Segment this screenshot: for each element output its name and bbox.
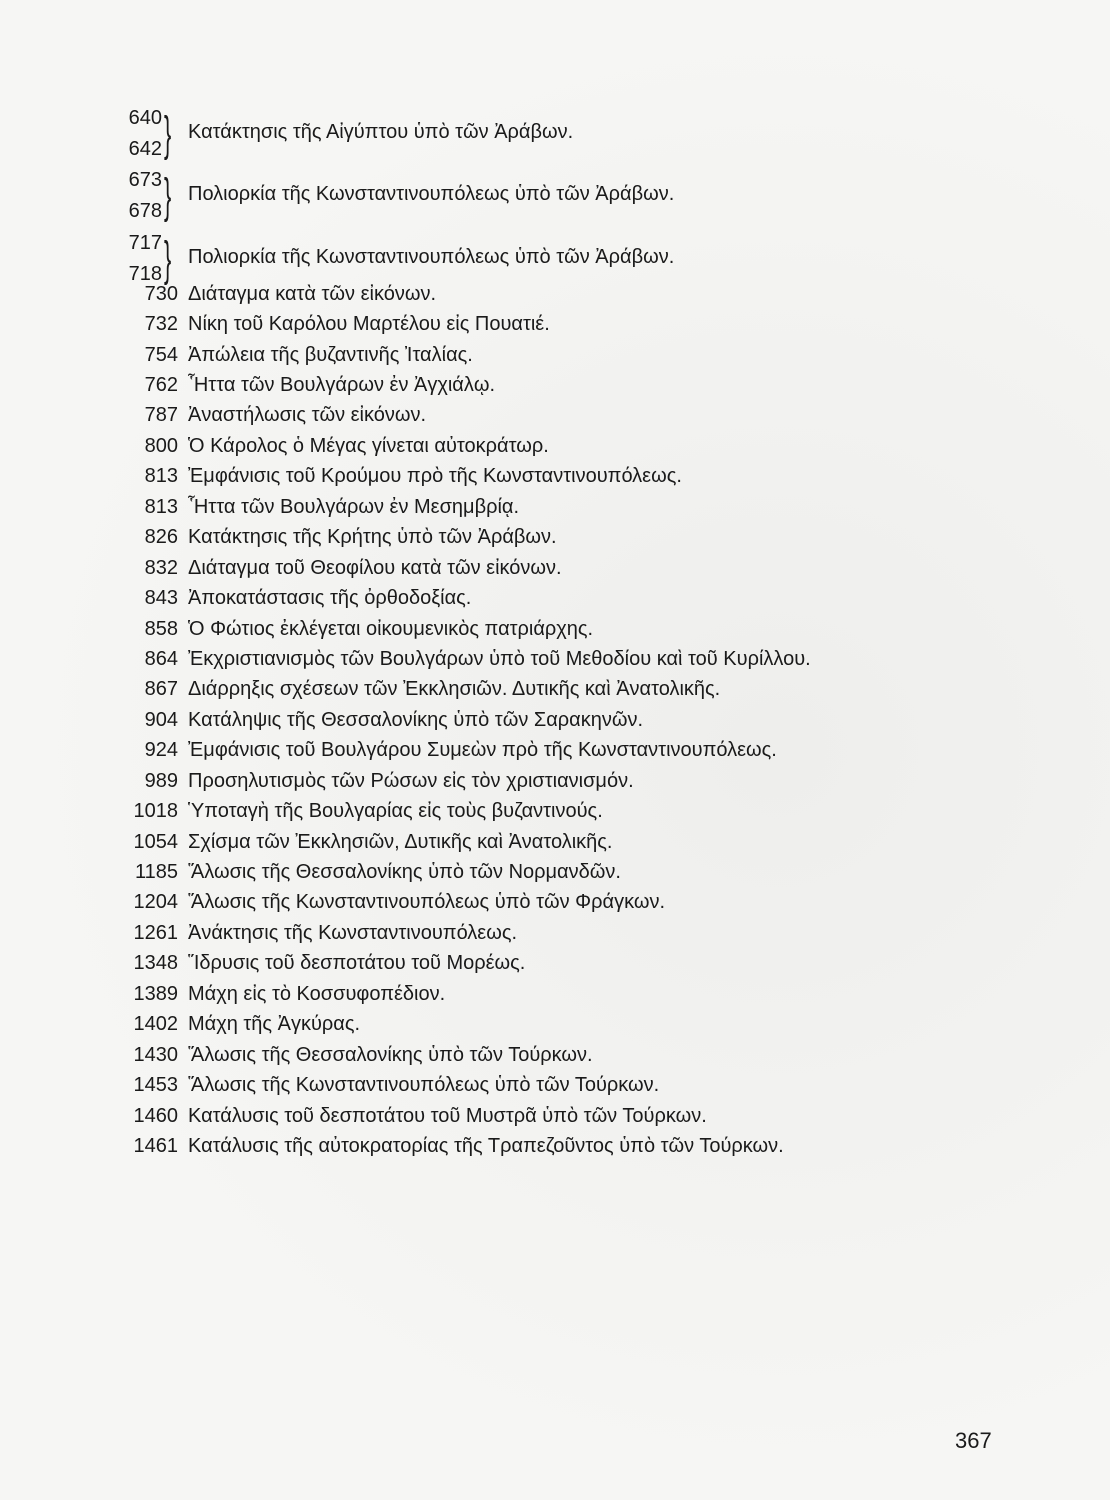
chronology-entry (112, 949, 1032, 979)
chronology-entry (112, 401, 1032, 431)
year: 1430 (133, 1043, 178, 1066)
year: 730 (144, 282, 178, 305)
chronology-entry (112, 644, 1032, 674)
year: 1402 (133, 1013, 178, 1036)
year: 1389 (133, 982, 178, 1005)
year: 1204 (133, 891, 178, 914)
event-text: Ἀνάκτησις τῆς Κωνσταντινουπόλεως. (188, 921, 518, 944)
chronology-entry (112, 979, 1032, 1009)
event-text: Ἧττα τῶν Βουλγάρων ἐν Ἀγχιάλῳ. (188, 374, 496, 397)
year: 754 (144, 343, 178, 366)
event-text: Διάταγμα τοῦ Θεοφίλου κατὰ τῶν εἰκόνων. (188, 556, 562, 579)
event-text: Ἅλωσις τῆς Κωνσταντινουπόλεως ὑπὸ τῶν Φράγκων. (188, 891, 666, 914)
event-text: Ἅλωσις τῆς Θεσσαλονίκης ὑπὸ τῶν Τούρκων. (188, 1043, 593, 1066)
event-text: Πολιορκία τῆς Κωνσταντινουπόλεως ὑπὸ τῶν Ἀράβων. (188, 246, 675, 268)
chronology-entry (112, 736, 1032, 766)
chronology-entry (112, 553, 1032, 583)
chronology-entry (112, 279, 1032, 309)
event-text: Ἵδρυσις τοῦ δεσποτάτου τοῦ Μορέως. (188, 952, 526, 975)
year: 843 (144, 587, 178, 610)
chronology-entry (112, 340, 1032, 370)
event-text: Ἐμφάνισις τοῦ Κρούμου πρὸ τῆς Κωνσταντινουπόλεως. (188, 465, 682, 488)
year: 800 (144, 434, 178, 457)
year: 787 (144, 404, 178, 427)
year: 1261 (133, 921, 178, 944)
chronology-entry (112, 523, 1032, 553)
event-text: Σχίσμα τῶν Ἐκκλησιῶν, Δυτικῆς καὶ Ἀνατολικῆς. (188, 830, 613, 853)
chronology-entry (112, 857, 1032, 887)
event-text: Κατάκτησις τῆς Αἰγύπτου ὑπὸ τῶν Ἀράβων. (188, 121, 574, 143)
year: 1054 (133, 830, 178, 853)
chronology-entry (112, 614, 1032, 644)
year: 924 (144, 739, 178, 762)
year: 826 (144, 526, 178, 549)
chronology-entry (112, 1010, 1032, 1040)
chronology-entry (112, 766, 1032, 796)
chronology-entry (112, 796, 1032, 826)
page-number: 367 (955, 1428, 992, 1453)
chronology-entry (112, 1040, 1032, 1070)
year: 1460 (133, 1104, 178, 1127)
year-range (112, 165, 162, 227)
event-text: Διάρρηξις σχέσεων τῶν Ἐκκλησιῶν. Δυτικῆς καὶ Ἀνατολικῆς. (188, 678, 721, 701)
year: 858 (144, 617, 178, 640)
chronology-list (112, 279, 1032, 1162)
event-text: Νίκη τοῦ Καρόλου Μαρτέλου εἰς Πουατιέ. (188, 313, 550, 336)
year: 989 (144, 769, 178, 792)
curly-brace-icon: } (164, 233, 172, 286)
year: 1018 (133, 800, 178, 823)
event-text: Πολιορκία τῆς Κωνσταντινουπόλεως ὑπὸ τῶν Ἀράβων. (188, 183, 675, 205)
start-year: 673 (128, 169, 162, 191)
year: 904 (144, 708, 178, 731)
curly-brace-icon: } (164, 108, 172, 161)
start-year: 717 (128, 232, 162, 254)
chronology-entry (112, 431, 1032, 461)
curly-brace-icon: } (164, 170, 172, 223)
event-text: Ἅλωσις τῆς Κωνσταντινουπόλεως ὑπὸ τῶν Τούρκων. (188, 1074, 660, 1097)
bracketed-entry (112, 103, 1012, 167)
year-range (112, 103, 162, 165)
year: 1348 (133, 952, 178, 975)
year: 1453 (133, 1074, 178, 1097)
event-text: Μάχη τῆς Ἀγκύρας. (188, 1013, 361, 1036)
bracketed-entry (112, 165, 1012, 229)
chronology-entry (112, 675, 1032, 705)
year: 732 (144, 313, 178, 336)
event-text: Ἐκχριστιανισμὸς τῶν Βουλγάρων ὑπὸ τοῦ Μεθοδίου καὶ τοῦ Κυρίλλου. (188, 647, 811, 670)
event-text: Κατάληψις τῆς Θεσσαλονίκης ὑπὸ τῶν Σαρακηνῶν. (188, 708, 644, 731)
year: 1185 (134, 861, 178, 884)
chronology-entry (112, 888, 1032, 918)
chronology-entry (112, 309, 1032, 339)
event-text: Ἅλωσις τῆς Θεσσαλονίκης ὑπὸ τῶν Νορμανδῶν. (188, 861, 621, 884)
chronology-entry (112, 1131, 1032, 1161)
year: 864 (144, 647, 178, 670)
chronology-entry (112, 370, 1032, 400)
year: 813 (144, 495, 178, 518)
year: 762 (144, 374, 178, 397)
end-year: 718 (128, 263, 162, 285)
end-year: 642 (128, 138, 162, 160)
end-year: 678 (128, 200, 162, 222)
chronology-entry (112, 492, 1032, 522)
event-text: Ὁ Φώτιος ἐκλέγεται οἰκουμενικὸς πατριάρχης. (188, 617, 594, 640)
event-text: Κατάκτησις τῆς Κρήτης ὑπὸ τῶν Ἀράβων. (188, 526, 557, 549)
chronology-entry (112, 1070, 1032, 1100)
chronology-entry (112, 827, 1032, 857)
event-text: Κατάλυσις τῆς αὐτοκρατορίας τῆς Τραπεζοῦντος ὑπὸ τῶν Τούρκων. (188, 1134, 784, 1157)
event-text: Ἐμφάνισις τοῦ Βουλγάρου Συμεὼν πρὸ τῆς Κωνσταντινουπόλεως. (188, 739, 777, 762)
event-text: Διάταγμα κατὰ τῶν εἰκόνων. (188, 282, 437, 305)
event-text: Ὁ Κάρολος ὁ Μέγας γίνεται αὐτοκράτωρ. (188, 434, 549, 457)
event-text: Προσηλυτισμὸς τῶν Ρώσων εἰς τὸν χριστιανισμόν. (188, 769, 634, 792)
event-text: Ἧττα τῶν Βουλγάρων ἐν Μεσημβρίᾳ. (188, 495, 520, 518)
event-text: Ὑποταγὴ τῆς Βουλγαρίας εἰς τοὺς βυζαντινούς. (188, 800, 603, 823)
event-text: Ἀναστήλωσις τῶν εἰκόνων. (188, 404, 427, 427)
year: 1461 (133, 1134, 178, 1157)
year: 813 (144, 465, 178, 488)
event-text: Ἀπώλεια τῆς βυζαντινῆς Ἰταλίας. (188, 343, 473, 366)
chronology-entry (112, 705, 1032, 735)
chronology-entry (112, 918, 1032, 948)
event-text: Κατάλυσις τοῦ δεσποτάτου τοῦ Μυστρᾶ ὑπὸ τῶν Τούρκων. (188, 1104, 707, 1127)
chronology-entry (112, 583, 1032, 613)
chronology-entry (112, 462, 1032, 492)
event-text: Μάχη εἰς τὸ Κοσσυφοπέδιον. (188, 982, 446, 1005)
year: 867 (144, 678, 178, 701)
start-year: 640 (128, 107, 162, 129)
year: 832 (144, 556, 178, 579)
chronology-entry (112, 1101, 1032, 1131)
event-text: Ἀποκατάστασις τῆς ὀρθοδοξίας. (188, 587, 472, 610)
